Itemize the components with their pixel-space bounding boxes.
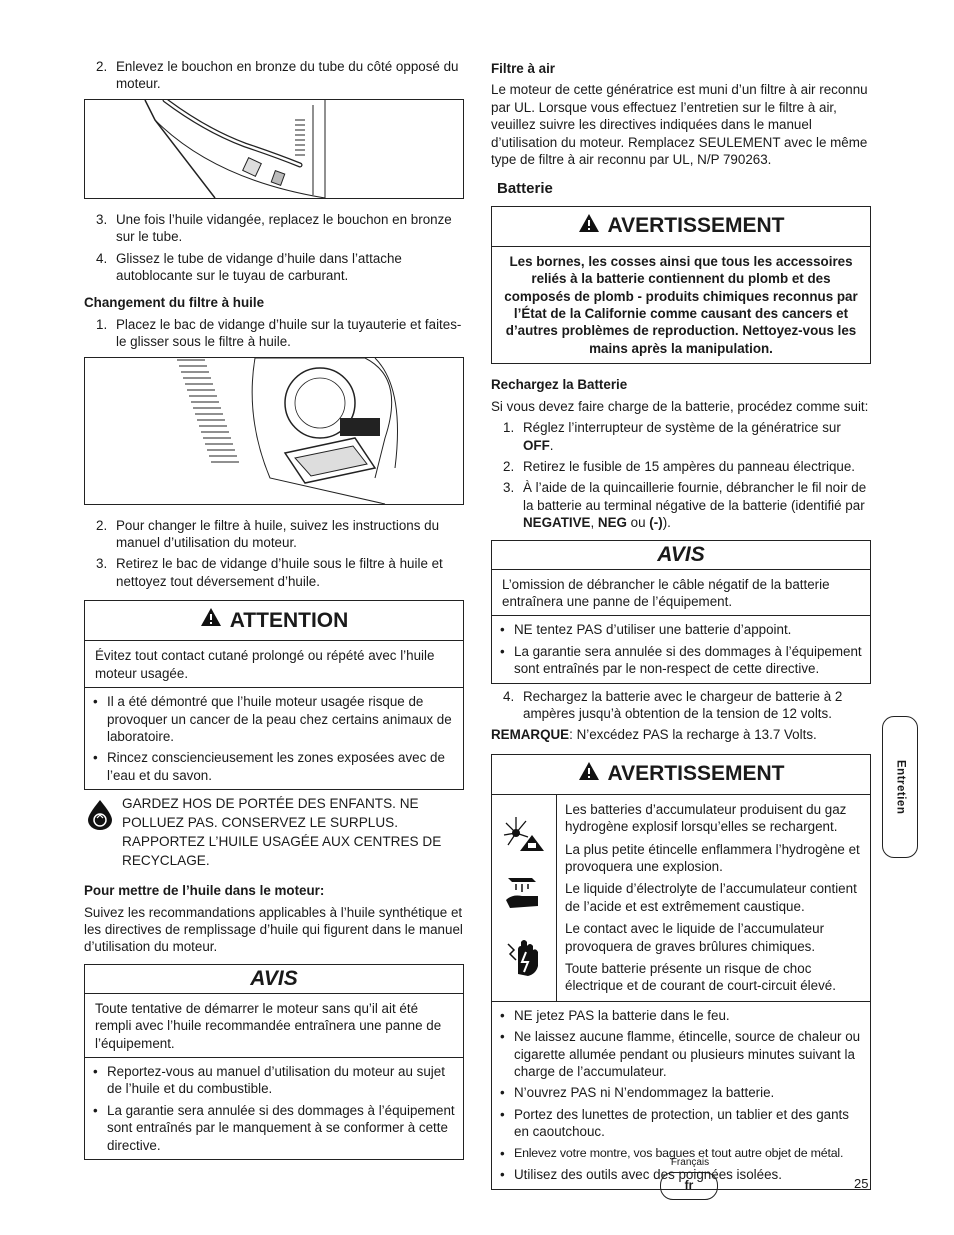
attention-intro: Évitez tout contact cutané prolongé ou répété avec l’huile moteur usagée.: [85, 641, 463, 688]
recharge-intro: Si vous devez faire charge de la batterie, procédez comme suit:: [491, 398, 869, 414]
list-item: • N’ouvrez PAS ni N’endommagez la batterie.: [500, 1085, 775, 1101]
avis-header: AVIS: [85, 965, 463, 994]
explosion-icon: [502, 813, 546, 857]
page-number: 25: [854, 1176, 869, 1191]
oil-filter-heading: Changement du filtre à huile: [84, 295, 265, 311]
avis-box-battery: [491, 540, 871, 684]
corrosive-icon: [502, 874, 546, 918]
attention-box: [84, 600, 464, 790]
list-item: • Reportez-vous au manuel d’utilisation du moteur au sujet de l’huile et du combustible.: [93, 1063, 445, 1097]
avis-header: AVIS: [492, 541, 870, 570]
list-item: • Ne laissez aucune flamme, étincelle, source de chaleur ou cigarette allumée pendant ou plusieurs minutes suivant la charge de l’accumulateur.: [500, 1029, 861, 1080]
recharge-step-1: 1. Réglez l’interrupteur de système de la génératrice sur OFF.: [503, 420, 841, 453]
remark: REMARQUE: N’excédez PAS la recharge à 13.7 Volts.: [491, 727, 817, 743]
warning-lead-text: Les bornes, les cosses ainsi que tous les accessoires reliés à la batterie contiennent du plomb et des composés de plomb - produits chimiques reconnus par l’État de la Californie comme causant des cancers et d’autres problèmes de reproduction. Nettoyez-vous les mains après la manipulation.: [504, 253, 858, 356]
list-item: • La garantie sera annulée si des dommages à l’équipement sont entraînés par le non-respect de cette directive.: [500, 643, 862, 677]
warning-header: AVERTISSEMENT: [492, 755, 870, 795]
attention-header: ATTENTION: [85, 601, 463, 641]
battery-heading: Batterie: [497, 180, 553, 198]
air-filter-text: Le moteur de cette génératrice est muni d’un filtre à air reconnu par UL. Lorsque vous effectuez l’entretien sur le filtre à air, veuillez suivre les directives indiquées dans le manuel d’utilisation du moteur. Remplacez SEULEMENT avec le même type de filtre à air reconnu par UL, N/P 790263.: [491, 82, 868, 168]
recycle-oil-icon: [84, 794, 122, 870]
right-column: [491, 58, 871, 1194]
avis-bullets: [492, 616, 870, 682]
attention-bullets: [85, 688, 463, 789]
hazard-texts: Les batteries d’accumulateur produisent du gaz hydrogène explosif lorsqu’elles se rechargent. La plus petite étincelle enflammera l’hydrogène et provoquera une explosion. Le liquide d’électrolyte de l’accumulateur contient de l’acide et est extrêmement caustique. Le contact avec le liquide de l’accumulateur provoquera de graves brûlures chimiques. Toute batterie présente un risque de choc électrique et de courant de court-circuit élevé.: [565, 801, 860, 994]
warning-triangle-icon: [200, 607, 222, 634]
air-filter-heading: Filtre à air: [491, 61, 556, 76]
oil-filter-illustration: [84, 357, 464, 505]
avis-intro: Toute tentative de démarrer le moteur sans qu’il ait été rempli avec l’huile recommandée entraînera une panne de l’équipement.: [85, 994, 463, 1058]
filter-step-3: 3. Retirez le bac de vidange d’huile sous le filtre à huile et nettoyez tout déversement d’huile.: [96, 556, 443, 589]
warning-triangle-icon: [578, 761, 600, 788]
list-item: • Il a été démontré que l’huile moteur usagée risque de provoquer un cancer de la peau chez certains animaux de laboratoire.: [93, 694, 452, 744]
avis-box-oil: [84, 964, 464, 1160]
electric-shock-icon: [502, 934, 546, 982]
recharge-heading: Rechargez la Batterie: [491, 377, 628, 393]
list-item: • Enlevez votre montre, vos bagues et tout autre objet de métal.: [500, 1145, 844, 1161]
list-item: • NE tentez PAS d’utiliser une batterie d’appoint.: [500, 622, 792, 638]
list-item: • Portez des lunettes de protection, un tablier et des gants en caoutchouc.: [500, 1106, 849, 1140]
recharge-step-4: 4. Rechargez la batterie avec le chargeur de batterie à 2 ampères jusqu’à obtention de la tension de 12 volts.: [503, 688, 843, 721]
recharge-step-3: 3. À l’aide de la quincaillerie fournie, débrancher le fil noir de la batterie au terminal négative de la batterie (identifié par NEGATIVE, NEG ou (-)).: [503, 480, 867, 531]
drain-tube-illustration: [84, 99, 464, 199]
step-2: 2. Enlevez le bouchon en bronze du tube du côté opposé du moteur.: [96, 59, 459, 92]
list-item: • Utilisez des outils avec des poignées isolées.: [500, 1167, 782, 1183]
step-4: 4. Glissez le tube de vidange d’huile dans l’attache autoblocante sur le tuyau de carburant.: [96, 250, 402, 284]
warning-grid: [492, 795, 870, 1002]
footer-language: Français: [670, 1157, 710, 1168]
filter-step-1: 1. Placez le bac de vidange d’huile sur la tuyauterie et faites-le glisser sous le filtre à huile.: [96, 316, 462, 350]
section-tab-entretien[interactable]: Entretien: [882, 716, 918, 858]
warning-box-lead: [491, 206, 871, 364]
left-column: [84, 58, 464, 1164]
fill-oil-text: Suivez les recommandations applicables à l’huile synthétique et les directives de remplissage d’huile qui figurent dans le manuel d’utilisation du moteur.: [84, 904, 463, 955]
avis-intro: L’omission de débrancher le câble négatif de la batterie entraînera une panne de l’équipement.: [492, 570, 870, 617]
fill-oil-heading: Pour mettre de l’huile dans le moteur:: [84, 883, 325, 899]
language-code-badge: fr: [660, 1172, 718, 1200]
list-item: • La garantie sera annulée si des dommages à l’équipement sont entraînés par le manquement à se conformer à cette directive.: [93, 1102, 455, 1153]
warning-box-battery: [491, 754, 871, 1190]
recharge-step-2: 2. Retirez le fusible de 15 ampères du panneau électrique.: [503, 458, 856, 474]
avis-bullets: [85, 1058, 463, 1159]
list-item: • NE jetez PAS la batterie dans le feu.: [500, 1007, 730, 1023]
recycle-notice: GARDEZ HOS DE PORTÉE DES ENFANTS. NE POLLUEZ PAS. CONSERVEZ LE SURPLUS. RAPPORTEZ L’HUILE USAGÉE AUX CENTRES DE RECYCLAGE.: [84, 794, 464, 870]
warning-triangle-icon: [578, 213, 600, 240]
warning-header: AVERTISSEMENT: [492, 207, 870, 247]
filter-step-2: 2. Pour changer le filtre à huile, suivez les instructions du manuel d’utilisation du moteur.: [96, 517, 440, 551]
hazard-icons: [492, 795, 557, 1001]
list-item: • Rincez consciencieusement les zones exposées avec de l’eau et du savon.: [93, 750, 445, 783]
step-3: 3. Une fois l’huile vidangée, replacez le bouchon en bronze sur le tube.: [96, 211, 452, 245]
